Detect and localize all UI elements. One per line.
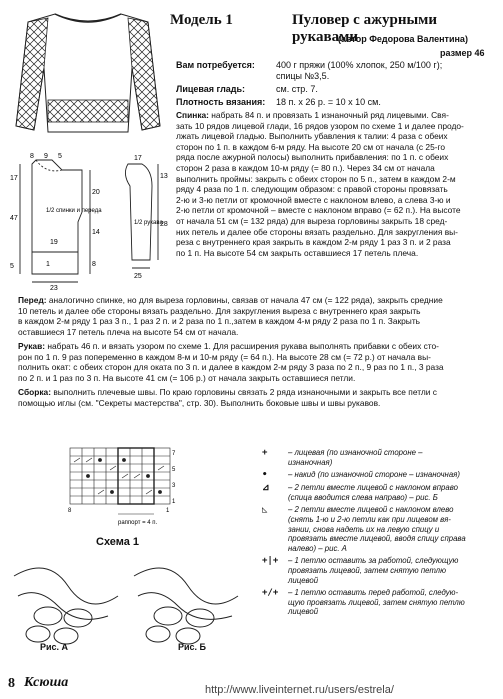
sweater-sketch	[10, 8, 166, 140]
svg-text:20: 20	[92, 189, 100, 196]
svg-text:7: 7	[172, 451, 176, 457]
source-url[interactable]: http://www.liveinternet.ru/users/estrela/	[205, 684, 394, 696]
svg-text:1: 1	[172, 499, 176, 505]
legend-item: ◺ – 2 петли вместе лицевой с наклоном влево (снять 1-ю и 2-ю петли как при лицевом вя- зании, снова надеть их на левую спицу и провязать вместе лицевой, вводя спицу справа налево) – рис. А	[262, 505, 466, 553]
svg-text:8: 8	[30, 153, 34, 160]
svg-text:5: 5	[10, 263, 14, 270]
svg-text:25: 25	[134, 273, 142, 280]
svg-text:5: 5	[58, 153, 62, 160]
density-value: 18 п. х 26 р. = 10 х 10 см.	[276, 97, 381, 107]
scheme-chart	[60, 448, 190, 530]
svg-text:1: 1	[46, 261, 50, 268]
stitch-value: см. стр. 7.	[276, 84, 318, 94]
svg-text:9: 9	[44, 153, 48, 160]
svg-text:13: 13	[160, 173, 168, 180]
legend-item: +|+ – 1 петлю оставить за работой, следующую провязать лицевой, затем снятую петлю лицевой	[262, 556, 459, 585]
front-label: Перед:	[18, 295, 47, 305]
page-number: 8	[8, 676, 15, 691]
svg-text:3: 3	[172, 483, 176, 489]
svg-text:17: 17	[134, 155, 142, 162]
knit-symbol-icon: +	[262, 448, 268, 458]
model-number: Модель 1	[170, 12, 233, 28]
sleeve-piece-label: 1/2 рукава	[134, 220, 163, 226]
figure-a-caption: Рис. А	[40, 642, 69, 652]
scheme-title: Схема 1	[96, 536, 140, 548]
sleeve-label: Рукав:	[18, 341, 46, 351]
needles-value: спицы №3,5.	[276, 71, 330, 81]
svg-text:23: 23	[50, 285, 58, 292]
yarn-over-icon: •	[262, 470, 268, 481]
k2tog-right-icon: ⊿	[262, 483, 270, 494]
svg-text:28: 28	[160, 221, 168, 228]
sleeve-instructions: Рукав: набрать 46 п. и вязать узором по схеме 1. Для расширения рукава выполнять прибавки с обеих сто- рон по 1 п. 9 раз попеременно в каждом 8-м и 10-м ряду (= 64 п.). На высоте 28 см (= 72 р.) от начала вы- полнить окат: с обеих сторон для оката по 3 п. и далее в каждом 2-м ряду 3 раза по 2 п., 9 раз по 1 п., 3 раза по 2 п. и 1 раз по 3 п. На высоте 41 см (= 106 р.) от начала закрыть оставшиеся петли.	[18, 341, 444, 383]
legend-item: + – лицевая (по изнаночной стороне – изнаночная)	[262, 448, 423, 467]
cross-front-icon: +/+	[262, 588, 279, 599]
size-label: размер 46	[440, 48, 485, 58]
body-pattern-diagram	[10, 150, 170, 292]
svg-text:47: 47	[10, 215, 18, 222]
svg-text:17: 17	[10, 175, 18, 182]
stitch-label: Лицевая гладь:	[176, 84, 246, 94]
svg-text:19: 19	[50, 239, 58, 246]
yarn-value: 400 г пряжи (100% хлопок, 250 м/100 г);	[276, 60, 443, 70]
magazine-name: Ксюша	[24, 675, 69, 690]
cross-back-icon: +|+	[262, 556, 279, 567]
legend-item: • – накид (по изнаночной стороне – изнаночная)	[262, 470, 460, 481]
svg-text:раппорт = 4 п.: раппорт = 4 п.	[118, 520, 158, 526]
body-piece-label: 1/2 спинки и переда	[46, 208, 102, 214]
author-line: (автор Федорова Валентина)	[338, 34, 468, 44]
svg-text:14: 14	[92, 229, 100, 236]
svg-text:8: 8	[92, 261, 96, 268]
back-instructions: Спинка: набрать 84 п. и провязать 1 изнаночный ряд лицевыми. Свя- зать 10 рядов лицевой глади, 16 рядов узором по схеме 1 и далее продо- лжать лицевой гладью. Выполнить убавления к талии: 4 раза с обеих сторон по 1 п. в каждом 6-м ряду. На высоте 20 см от начала (с 25-го ряда после ажурной полосы) выполнить прибавления: по 1 п. с обеих сторон 2 раза в каждом 10-м ряду (= 80 п.). Через 34 см от начала выполнить проймы: закрыть с обеих сторон по 5 п., затем в каждом 2-м ряду 4 раза по 1 п. следующим образом: с правой стороны провязать 2-ю и 3-ю петли от кромочной вместе с наклоном влево, а слева 3-ю и 2-ю петли от кромочной – вместе с наклоном вправо (= 62 п.). На высоте от начала 51 см (= 132 ряда) для выреза горловины закрыть 18 сред- них петель и далее обе стороны вязать раздельно. Для закругления вы- реза с внутреннего края закрыть в каждом 2-м ряду 1 раз 3 п. и 2 раза по 1 п. На высоте 54 см закрыть оставшиеся 17 петель плеча.	[176, 110, 464, 258]
legend-item: +/+ – 1 петлю оставить перед работой, следую- щую провязать лицевой, затем снятую петлю лицевой	[262, 588, 465, 617]
assembly-instructions: Сборка: выполнить плечевые швы. По краю горловины связать 2 ряда изнаночными и закрыть все петли с помощью иглы (см. "Секреты мастерства", стр. 30). Выполнить боковые швы и швы рукавов.	[18, 387, 437, 408]
svg-text:5: 5	[172, 467, 176, 473]
page-title: Пуловер с ажурными рукавами	[292, 12, 438, 45]
svg-text:8: 8	[68, 508, 72, 514]
k2tog-left-icon: ◺	[262, 505, 268, 516]
knitting-illustrations	[8, 556, 248, 656]
assembly-label: Сборка:	[18, 387, 51, 397]
legend	[262, 448, 498, 617]
legend-item: ⊿ – 2 петли вместе лицевой с наклоном вправо (спица вводится слева направо) – рис. Б	[262, 483, 458, 502]
front-instructions: Перед: аналогично спинке, но для выреза горловины, связав от начала 47 см (= 122 ряда), закрыть средние 10 петель и далее обе стороны вязать раздельно. Для закругления выреза с внутреннего края закрыть в каждом 2-м ряду 1 раз 3 п., 1 раз 2 п. и 2 раза по 1 п.,затем в каждом 4-м ряду 2 раза по 1 п. Закрыть оставшиеся 17 петель плеча на высоте 54 см от начала.	[18, 295, 443, 337]
svg-text:1: 1	[166, 508, 170, 514]
yarn-label: Вам потребуется:	[176, 60, 255, 70]
figure-b-caption: Рис. Б	[178, 642, 207, 652]
density-label: Плотность вязания:	[176, 97, 266, 107]
back-label: Спинка:	[176, 110, 209, 120]
